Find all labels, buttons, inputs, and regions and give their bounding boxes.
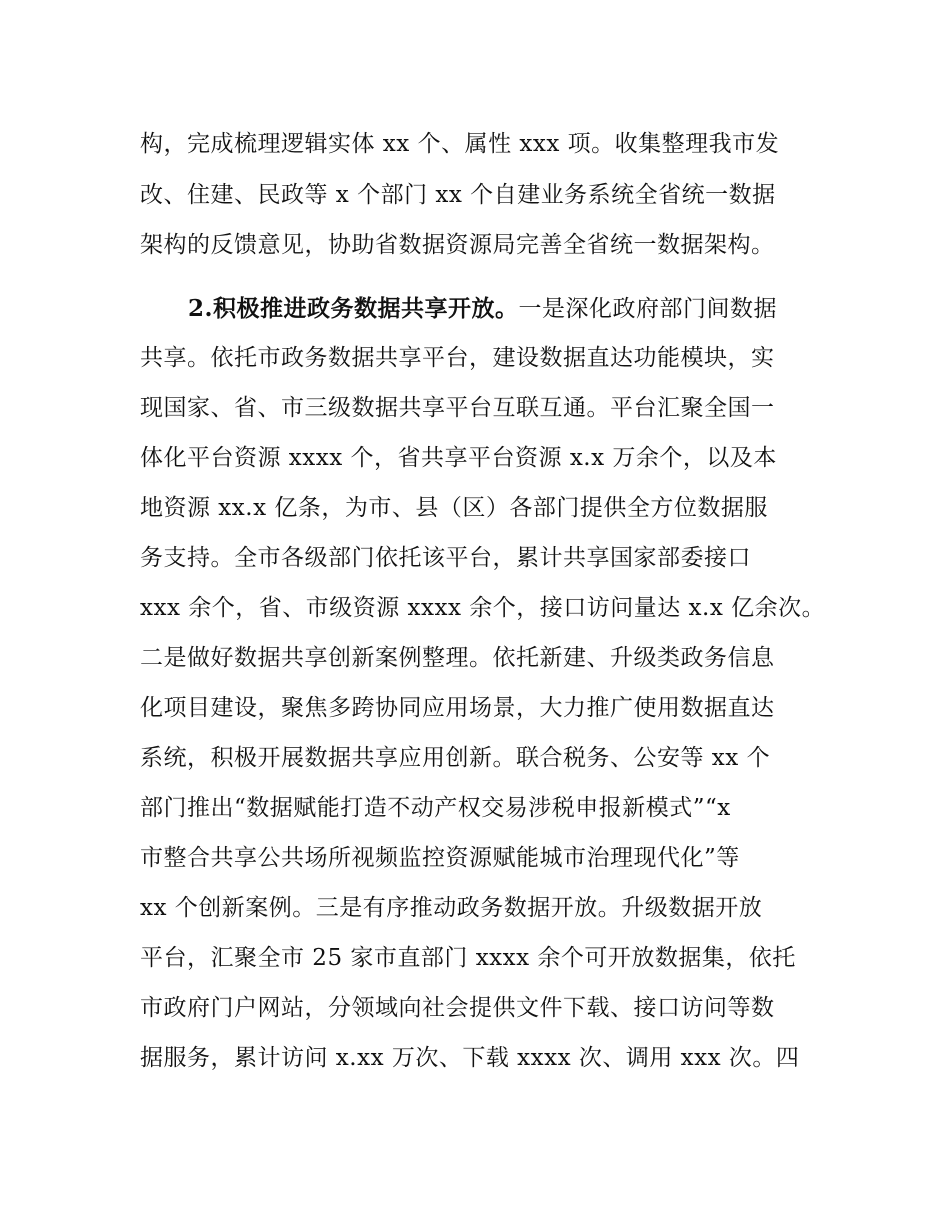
paragraph-2-first-line (188, 294, 820, 324)
paragraph-2-line-9: 化项目建设，聚焦多跨协同应用场景，大力推广使用数据直达 (140, 695, 775, 721)
paragraph-2-line-13: xx 个创新案例。三是有序推动政务数据开放。升级数据开放 (140, 895, 763, 921)
paragraph-2-line-3: 现国家、省、市三级数据共享平台互联互通。平台汇聚全国一 (140, 395, 775, 421)
paragraph-2-line-4: 体化平台资源 xxxx 个，省共享平台资源 x.x 万余个，以及本 (140, 445, 777, 471)
paragraph-2-line-5: 地资源 xx.x 亿条，为市、县（区）各部门提供全方位数据服 (140, 495, 768, 521)
paragraph-2-first-line-text: 一是深化政府部门间数据 (518, 296, 778, 322)
paragraph-2-line-12: 市整合共享公共场所视频监控资源赋能城市治理现代化”等 (140, 845, 740, 871)
section-heading: 2.积极推进政务数据共享开放。 (188, 295, 519, 322)
paragraph-2-line-16: 据服务，累计访问 x.xx 万次、下载 xxxx 次、调用 xxx 次。四 (140, 1045, 800, 1071)
paragraph-2-line-10: 系统，积极开展数据共享应用创新。联合税务、公安等 xx 个 (140, 745, 771, 771)
paragraph-2-line-11: 部门推出“数据赋能打造不动产权交易涉税申报新模式”“x (140, 795, 731, 821)
paragraph-2-line-6: 务支持。全市各级部门依托该平台，累计共享国家部委接口 (140, 545, 751, 571)
paragraph-1-line-2: 改、住建、民政等 x 个部门 xx 个自建业务系统全省统一数据 (140, 182, 776, 208)
paragraph-1-line-1: 构，完成梳理逻辑实体 xx 个、属性 xxx 项。收集整理我市发 (140, 131, 780, 157)
paragraph-2-line-7: xxx 余个，省、市级资源 xxxx 余个，接口访问量达 x.x 亿余次。 (140, 595, 826, 621)
paragraph-2-line-8: 二是做好数据共享创新案例整理。依托新建、升级类政务信息 (140, 645, 775, 671)
paragraph-1-line-3: 架构的反馈意见，协助省数据资源局完善全省统一数据架构。 (140, 232, 775, 258)
paragraph-2-line-14: 平台，汇聚全市 25 家市直部门 xxxx 余个可开放数据集，依托 (140, 945, 796, 971)
paragraph-2-line-2: 共享。依托市政务数据共享平台，建设数据直达功能模块，实 (140, 345, 775, 371)
paragraph-2-line-15: 市政府门户网站，分领域向社会提供文件下载、接口访问等数 (140, 995, 775, 1021)
